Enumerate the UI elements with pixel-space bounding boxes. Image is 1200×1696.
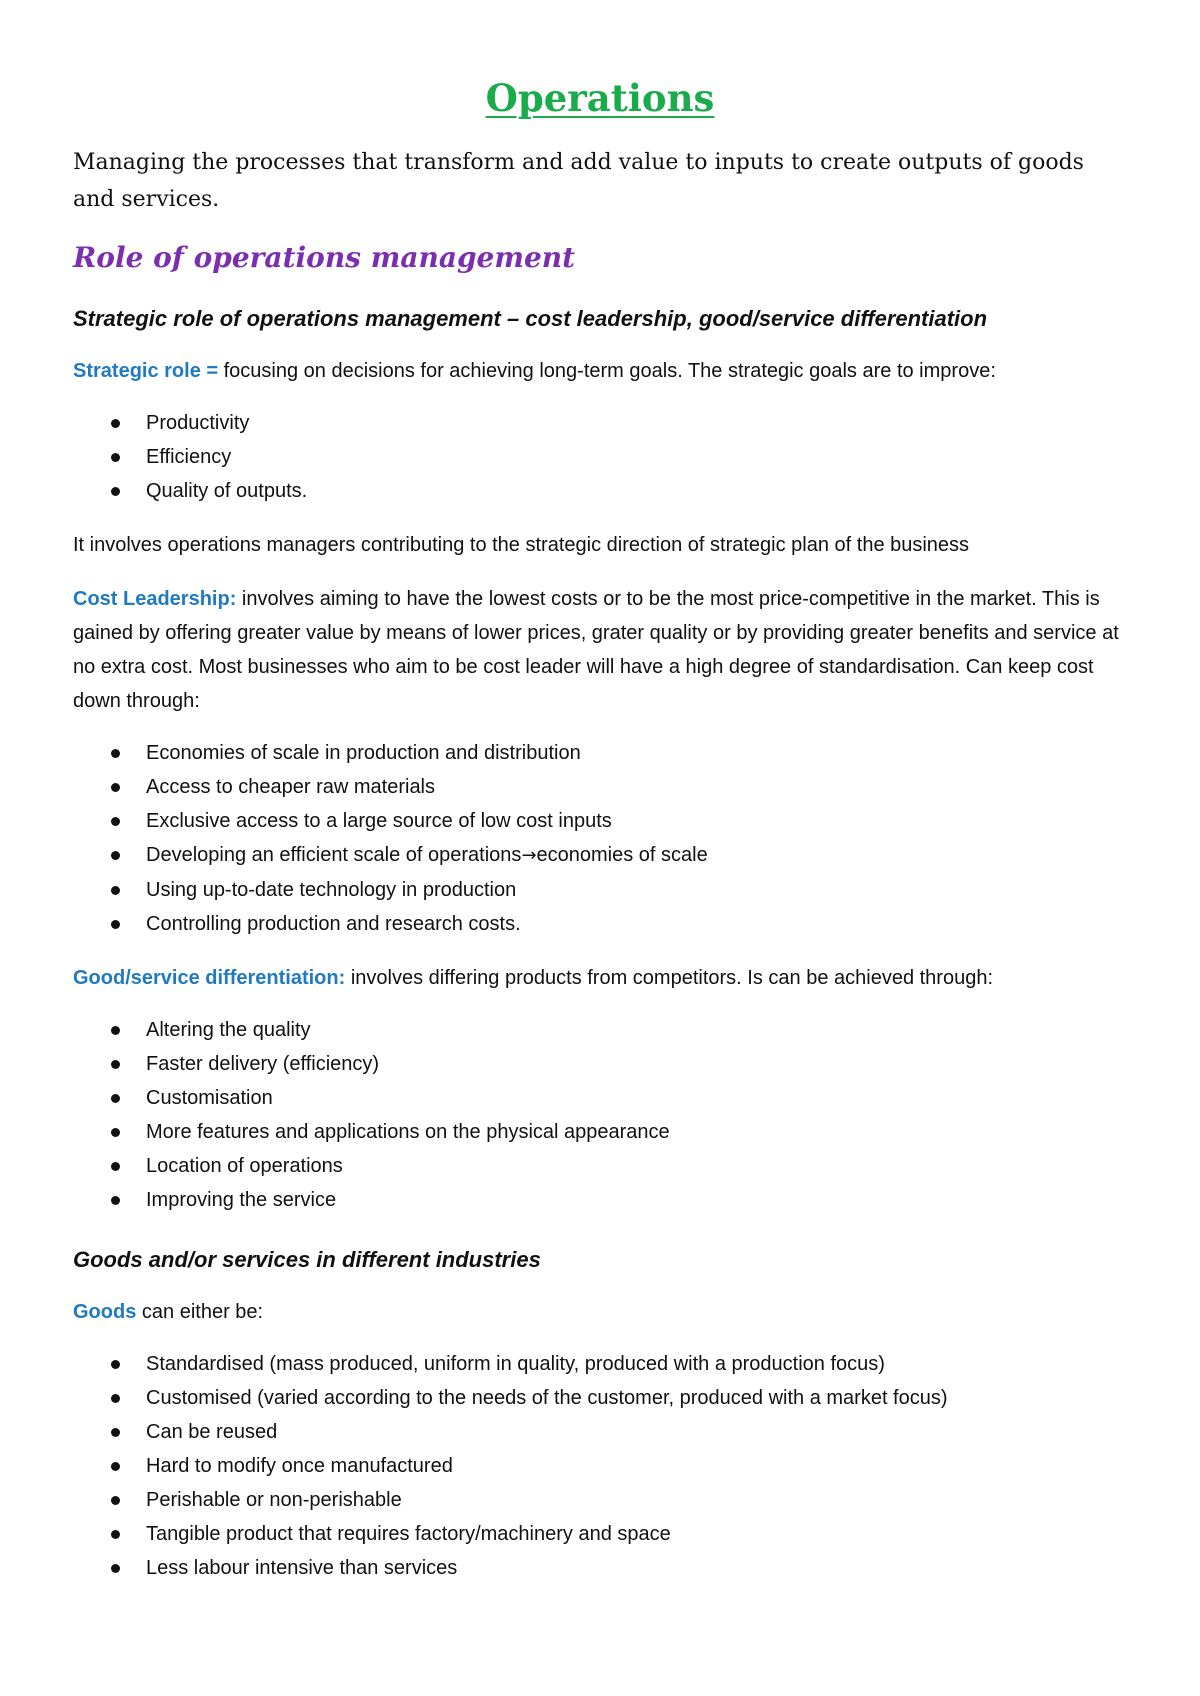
list-item: Customised (varied according to the needs of the customer, produced with a market focus) xyxy=(73,1381,1200,1415)
cost-leadership-paragraph xyxy=(73,582,1120,718)
list-item: Less labour intensive than services xyxy=(73,1551,1200,1585)
bullet-icon xyxy=(111,1094,120,1103)
list-item: Tangible product that requires factory/machinery and space xyxy=(73,1517,1200,1551)
bullet-icon xyxy=(111,1026,120,1035)
cost-leadership-term: Cost Leadership: xyxy=(73,588,237,610)
list-item: Can be reused xyxy=(73,1415,1200,1449)
list-item: Standardised (mass produced, uniform in quality, produced with a production focus) xyxy=(73,1347,1200,1381)
bullet-icon xyxy=(111,920,120,929)
bullet-icon xyxy=(111,487,120,496)
section-heading-role: Role of operations management xyxy=(73,241,576,274)
intro-paragraph: Managing the processes that transform and add value to inputs to create outputs of goods and services. xyxy=(73,150,1084,212)
list-item: Controlling production and research costs. xyxy=(73,907,1200,941)
bullet-icon xyxy=(111,817,120,826)
bullet-icon xyxy=(111,1496,120,1505)
differentiation-text: involves differing products from competitors. Is can be achieved through: xyxy=(345,967,994,989)
list-item: Hard to modify once manufactured xyxy=(73,1449,1200,1483)
goods-list xyxy=(73,1347,1200,1585)
cost-leadership-list xyxy=(73,736,1200,941)
list-item: Economies of scale in production and distribution xyxy=(73,736,1200,770)
goods-term: Goods xyxy=(73,1301,137,1323)
list-item: More features and applications on the physical appearance xyxy=(73,1115,1200,1149)
right-arrow-icon: → xyxy=(521,845,537,866)
list-item: Productivity xyxy=(73,406,1200,440)
list-item: Altering the quality xyxy=(73,1013,1200,1047)
strategic-role-text: focusing on decisions for achieving long-term goals. The strategic goals are to improve: xyxy=(218,360,996,382)
bullet-icon xyxy=(111,1564,120,1573)
list-item: Access to cheaper raw materials xyxy=(73,770,1200,804)
bullet-icon xyxy=(111,1428,120,1437)
list-item: Using up-to-date technology in production xyxy=(73,873,1200,907)
list-item: Improving the service xyxy=(73,1183,1200,1217)
goods-text: can either be: xyxy=(136,1301,264,1323)
strategic-goals-list xyxy=(73,406,1200,508)
cost-leadership-text: involves aiming to have the lowest costs or to be the most price-competitive in the market. This is gained by offering greater value by means of lower prices, grater quality or by providing greater benefits and service at no extra cost. Most businesses who aim to be cost leader will have a high degree of standardisation. Can keep cost down through: xyxy=(73,588,1119,712)
list-item: Location of operations xyxy=(73,1149,1200,1183)
bullet-icon xyxy=(111,851,120,860)
bullet-icon xyxy=(111,453,120,462)
list-item: Quality of outputs. xyxy=(73,474,1200,508)
bullet-icon xyxy=(111,1060,120,1069)
list-item: Faster delivery (efficiency) xyxy=(73,1047,1200,1081)
bullet-icon xyxy=(111,886,120,895)
list-item: Developing an efficient scale of operations→economies of scale xyxy=(73,838,1200,873)
list-item: Efficiency xyxy=(73,440,1200,474)
list-item: Perishable or non-perishable xyxy=(73,1483,1200,1517)
list-item: Customisation xyxy=(73,1081,1200,1115)
list-item: Exclusive access to a large source of low cost inputs xyxy=(73,804,1200,838)
bullet-icon xyxy=(111,1530,120,1539)
bullet-icon xyxy=(111,1196,120,1205)
strategic-role-term: Strategic role = xyxy=(73,360,219,382)
bullet-icon xyxy=(111,419,120,428)
bullet-icon xyxy=(111,783,120,792)
differentiation-paragraph xyxy=(73,961,1120,995)
subheading-goods-services: Goods and/or services in different industries xyxy=(73,1247,541,1272)
subheading-strategic-role: Strategic role of operations management – cost leadership, good/service differentiation xyxy=(73,306,988,331)
bullet-icon xyxy=(111,1394,120,1403)
differentiation-list xyxy=(73,1013,1200,1217)
differentiation-term: Good/service differentiation: xyxy=(73,967,346,989)
bullet-icon xyxy=(111,1360,120,1369)
page-title: Operations xyxy=(485,76,715,120)
bullet-icon xyxy=(111,1462,120,1471)
bullet-icon xyxy=(111,749,120,758)
bullet-icon xyxy=(111,1128,120,1137)
strategic-role-paragraph xyxy=(73,354,1120,388)
bullet-icon xyxy=(111,1162,120,1171)
involves-paragraph: It involves operations managers contributing to the strategic direction of strategic plan of the business xyxy=(73,534,970,556)
goods-paragraph xyxy=(73,1295,1120,1329)
